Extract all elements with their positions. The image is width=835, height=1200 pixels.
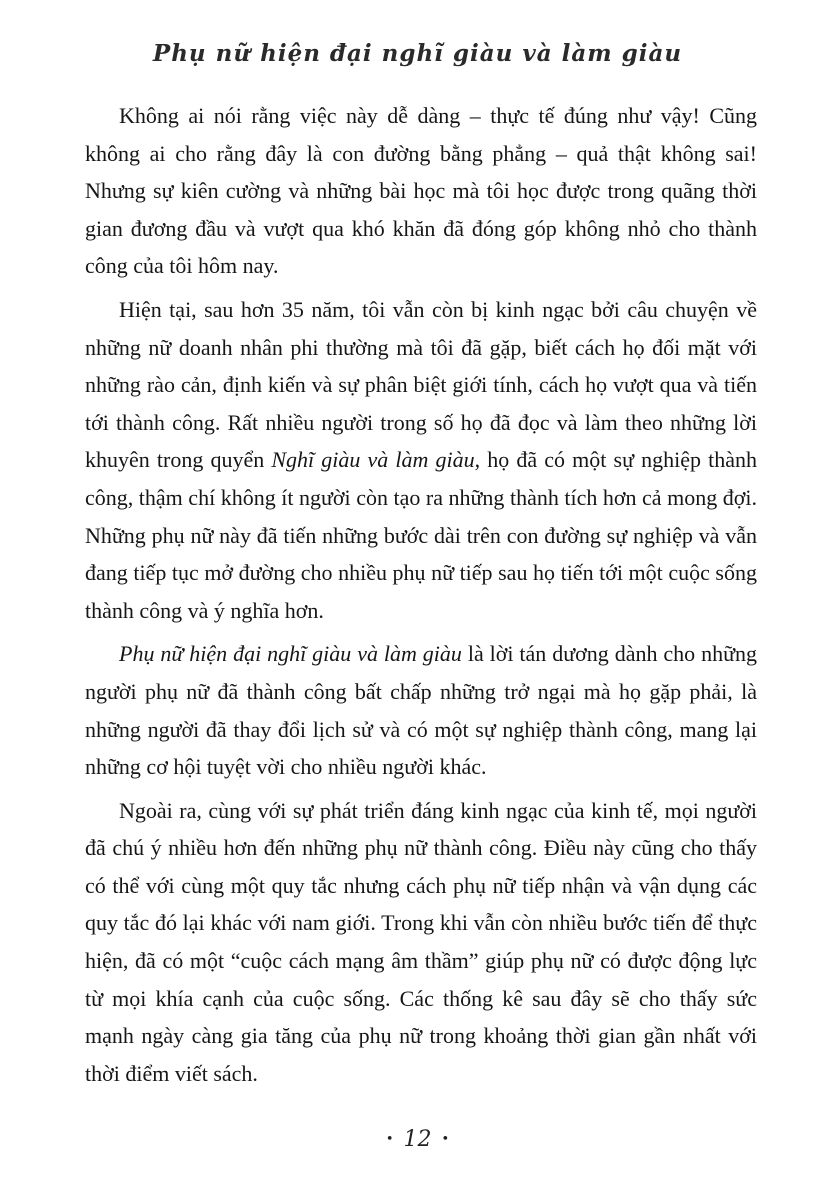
paragraph <box>85 635 757 785</box>
paragraph <box>85 291 757 629</box>
text-run: , họ đã có một sự nghiệp thành công, thậm chí không ít người còn tạo ra những thành tích hơn cả mong đợi. Những phụ nữ này đã tiến những bước dài trên con đường sự nghiệp và vẫn đang tiếp tục mở đường cho nhiều phụ nữ tiếp sau họ tiến tới một cuộc sống thành công và ý nghĩa hơn. <box>85 447 757 623</box>
text-run: Không ai nói rằng việc này dễ dàng – thực tế đúng như vậy! Cũng không ai cho rằng đây là con đường bằng phẳng – quả thật không sai! Nhưng sự kiên cường và những bài học mà tôi học được trong quãng thời gian đương đầu và vượt qua khó khăn đã đóng góp không nhỏ cho thành công của tôi hôm nay. <box>85 103 757 279</box>
text-run: là lời tán dương dành cho những người phụ nữ đã thành công bất chấp những trở ngại mà họ gặp phải, là những người đã thay đổi lịch sử và có một sự nghiệp thành công, mang lại những cơ hội tuyệt vời cho nhiều người khác. <box>85 641 758 780</box>
paragraph <box>85 97 757 285</box>
book-title-italic: Phụ nữ hiện đại nghĩ giàu và làm giàu <box>119 641 462 667</box>
paragraph <box>85 792 757 1093</box>
text-run: Hiện tại, sau hơn 35 năm, tôi vẫn còn bị kinh ngạc bởi câu chuyện về những nữ doanh nhân phi thường mà tôi đã gặp, biết cách họ đối mặt với những rào cản, định kiến và sự phân biệt giới tính, cách họ vượt qua và tiến tới thành công. Rất nhiều người trong số họ đã đọc và làm theo những lời khuyên trong quyển <box>85 296 757 473</box>
footer-dot-left: • <box>385 1132 394 1147</box>
text-run: Ngoài ra, cùng với sự phát triển đáng kinh ngạc của kinh tế, mọi người đã chú ý nhiều hơn đến những phụ nữ thành công. Điều này cũng cho thấy có thể với cùng một quy tắc nhưng cách phụ nữ tiếp nhận và vận dụng các quy tắc đó lại khác với nam giới. Trong khi vẫn còn nhiều bước tiến để thực hiện, đã có một “cuộc cách mạng âm thầm” giúp phụ nữ có được động lực từ mọi khía cạnh của cuộc sống. Các thống kê sau đây sẽ cho thấy sức mạnh ngày càng gia tăng của phụ nữ trong khoảng thời gian gần nhất với thời điểm viết sách. <box>85 797 757 1086</box>
running-head: Phụ nữ hiện đại nghĩ giàu và làm giàu <box>152 40 683 67</box>
footer-dot-right: • <box>441 1132 450 1147</box>
book-title-italic: Nghĩ giàu và làm giàu <box>271 447 475 473</box>
page-body <box>85 97 757 1098</box>
page-number: 12 <box>403 1127 432 1152</box>
page-number-footer <box>0 1127 835 1152</box>
